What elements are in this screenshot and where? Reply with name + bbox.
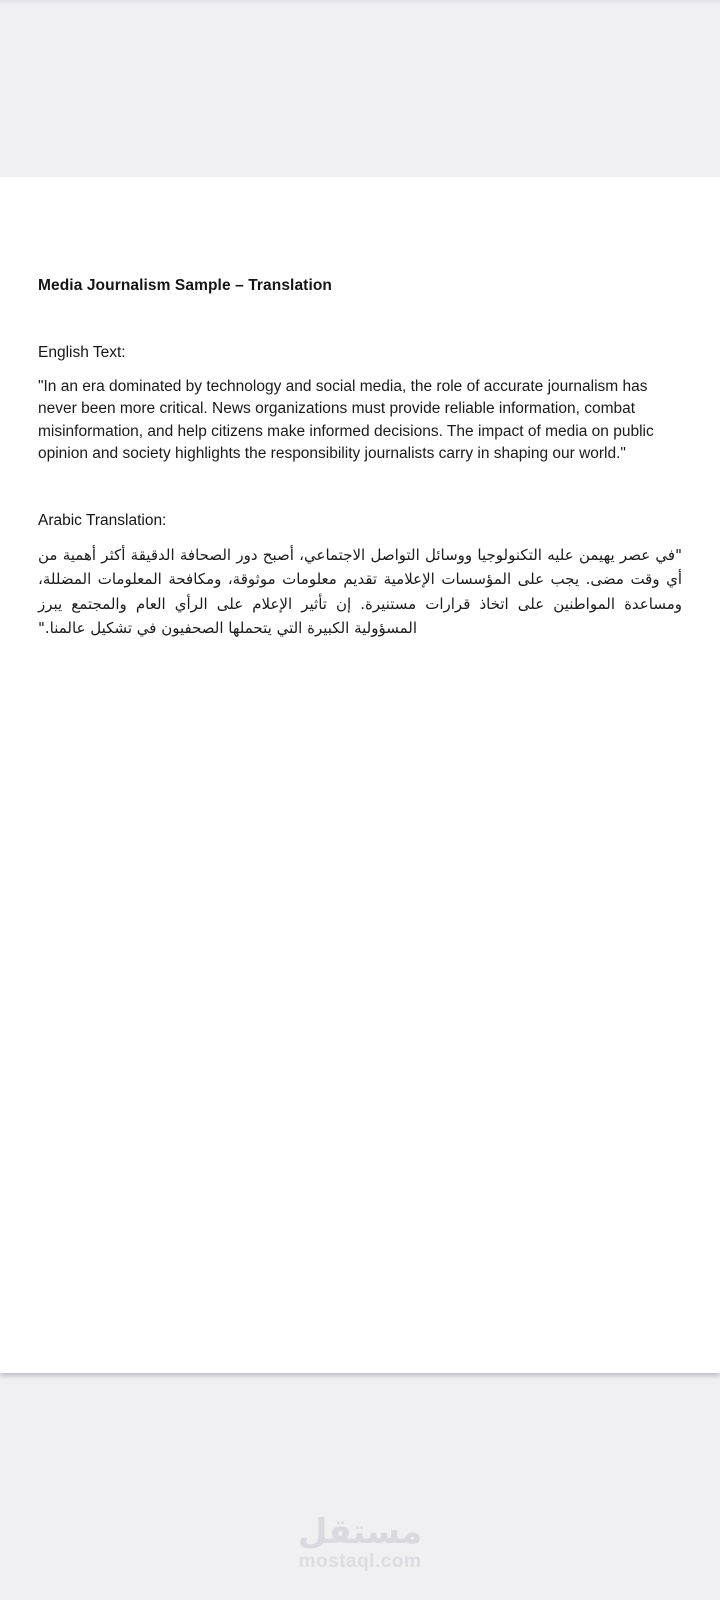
canvas-top-band (0, 0, 720, 177)
mostaql-domain-text: mostaql.com (298, 1551, 422, 1572)
document-page (0, 177, 720, 1373)
document-title: Media Journalism Sample – Translation (38, 277, 332, 294)
top-edge-shadow (0, 0, 720, 4)
mostaql-logo: مستقل (297, 1512, 423, 1552)
english-section-heading: English Text: (38, 344, 126, 361)
arabic-section-heading: Arabic Translation: (38, 511, 167, 529)
arabic-paragraph: "في عصر يهيمن عليه التكنولوجيا ووسائل التواصل الاجتماعي، أصبح دور الصحافة الدقيقة أكثر أهمية من أي وقت مضى. يجب على المؤسسات الإعلامية تقديم معلومات موثوقة، ومكافحة المعلومات المضللة، ومساعدة المواطنين على اتخاذ قرارات مستنيرة. إن تأثير الإعلام على الرأي العام والمجتمع يبرز المسؤولية الكبيرة التي يتحملها الصحفيون في تشكيل عالمنا." (38, 545, 682, 638)
english-paragraph: "In an era dominated by technology and social media, the role of accurate journalism has never been more critical. News organizations must provide reliable information, combat misinformation, and help citizens make informed decisions. The impact of media on public opinion and society highlights the responsibility journalists carry in shaping our world." (38, 378, 654, 463)
mostaql-watermark (0, 1514, 720, 1572)
